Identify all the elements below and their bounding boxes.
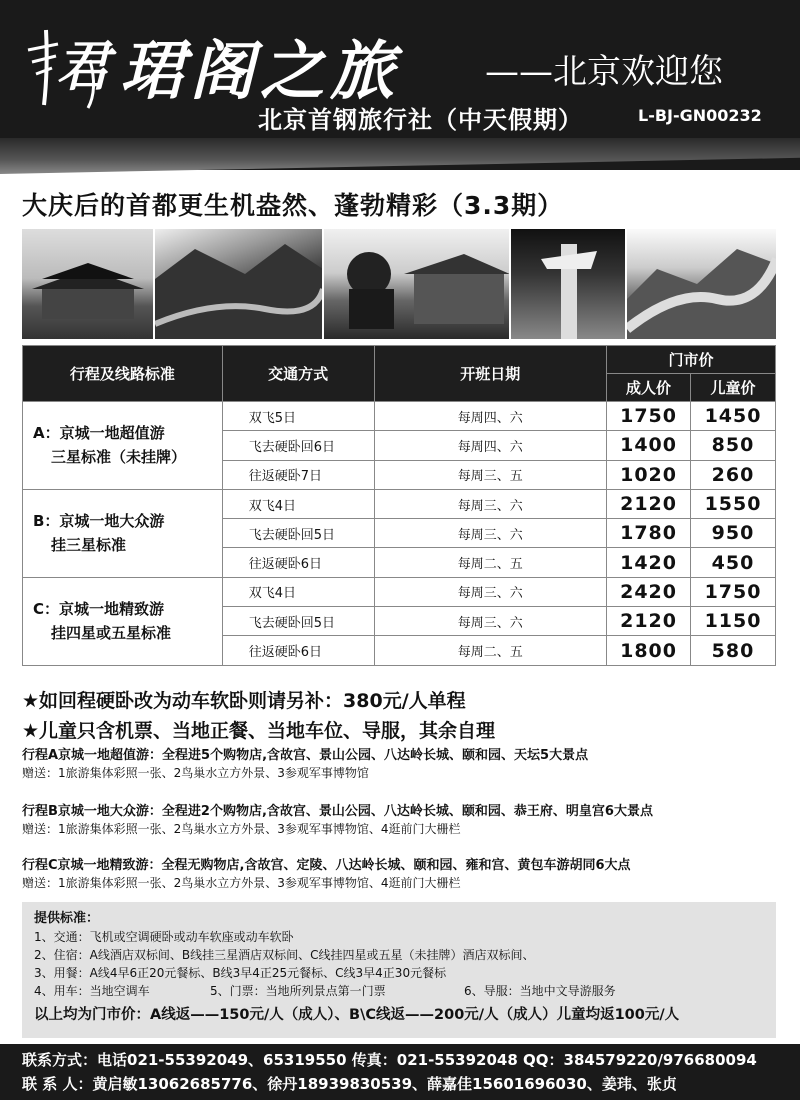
note-child: ★儿童只含机票、当地正餐、当地车位、导服，其余自理 [22,720,496,742]
child-price-cell: 950 [691,519,776,548]
adult-price-cell: 1780 [607,519,691,548]
route-cell [23,577,223,665]
adult-price-cell: 1020 [607,460,691,489]
child-price-cell: 1150 [691,607,776,636]
child-price-cell: 580 [691,636,776,665]
transport-cell: 双飞4日 [222,577,374,606]
itinerary-c [22,856,631,892]
photo-strip [22,229,776,339]
dates-cell: 每周二、五 [374,636,607,665]
adult-price-cell: 1400 [607,431,691,460]
header-child: 儿童价 [691,374,776,402]
adult-price-cell: 2120 [607,607,691,636]
adult-price-cell: 1750 [607,402,691,431]
dates-cell: 每周四、六 [374,402,607,431]
route-name: C：京城一地精致游 [33,600,165,619]
header-transport: 交通方式 [222,346,374,402]
adult-price-cell: 2420 [607,577,691,606]
child-price-cell: 450 [691,548,776,577]
itinerary-b [22,802,653,838]
standard-row-misc [34,982,764,1000]
license-number: L-BJ-GN00232 [638,106,762,125]
agency-name: 北京首钢旅行社（中天假期） [258,106,583,134]
header-adult: 成人价 [607,374,691,402]
dates-cell: 每周三、六 [374,577,607,606]
dates-cell: 每周二、五 [374,548,607,577]
contact-people: 联 系 人：黄启敏13062685776、徐丹18939830539、薛嘉佳15601696030、姜玮、张贞 [22,1075,677,1093]
table-row [23,577,776,606]
note-upgrade: ★如回程硬卧改为动车软卧则请另补：380元/人单程 [22,690,466,712]
child-price-cell: 260 [691,460,776,489]
itinerary-title: 行程B京城一地大众游：全程进2个购物店,含故宫、景山公园、八达岭长城、颐和园、恭王府、明皇宫6大景点 [22,804,653,819]
dates-cell: 每周四、六 [374,431,607,460]
itinerary-title: 行程A京城一地超值游：全程进5个购物店,含故宫、景山公园、八达岭长城、颐和园、天坛5大景点 [22,748,589,763]
route-name: A：京城一地超值游 [33,424,165,443]
contact-info: 联系方式：电话021-55392049、65319550 传真：021-55392048 QQ：384579220/976680094 [22,1051,757,1069]
header-price: 门市价 [607,346,776,374]
logo [18,10,113,110]
standard-car: 4、用车：当地空调车 [34,984,150,998]
route-name: B：京城一地大众游 [33,512,165,531]
itinerary-gift: 赠送：1旅游集体彩照一张、2鸟巢水立方外景、3参观军事博物馆、4逛前门大栅栏 [22,876,461,890]
standards-heading: 提供标准： [34,911,100,926]
transport-cell: 双飞4日 [222,489,374,518]
table-row [23,402,776,431]
adult-price-cell: 1420 [607,548,691,577]
standard-transport: 1、交通：飞机或空调硬卧或动车软座或动车软卧 [34,930,294,944]
dates-cell: 每周三、六 [374,489,607,518]
route-standard: 挂三星标准 [51,536,127,555]
transport-cell: 往返硬卧6日 [222,636,374,665]
standard-lodging: 2、住宿：A线酒店双标间、B线挂三星酒店双标间、C线挂四星或五星（未挂牌）酒店双标间、 [34,948,535,962]
page-title: 珺阁之旅 [120,34,400,109]
child-price-cell: 1550 [691,489,776,518]
service-standards [22,902,776,1038]
itinerary-a [22,746,588,782]
photo-great-wall [627,229,776,339]
photo-forbidden-city [22,229,153,339]
itinerary-gift: 赠送：1旅游集体彩照一张、2鸟巢水立方外景、3参观军事博物馆 [22,766,369,780]
header-dates: 开班日期 [374,346,607,402]
transport-cell: 往返硬卧7日 [222,460,374,489]
transport-cell: 往返硬卧6日 [222,548,374,577]
transport-cell: 双飞5日 [222,402,374,431]
photo-huabiao-column [511,229,624,339]
transport-cell: 飞去硬卧回5日 [222,519,374,548]
standard-guide: 6、导服：当地中文导游服务 [464,984,616,998]
child-price-cell: 850 [691,431,776,460]
route-standard: 三星标准（未挂牌） [51,448,187,467]
adult-price-cell: 1800 [607,636,691,665]
logo-char: 君 [56,34,110,98]
adult-price-cell: 2120 [607,489,691,518]
photo-great-wall-mountains [155,229,322,339]
notes [22,686,495,746]
header-route: 行程及线路标准 [23,346,223,402]
dates-cell: 每周三、五 [374,460,607,489]
table-row [23,489,776,518]
itinerary-gift: 赠送：1旅游集体彩照一张、2鸟巢水立方外景、3参观军事博物馆、4逛前门大栅栏 [22,822,461,836]
child-price-cell: 1450 [691,402,776,431]
transport-cell: 飞去硬卧回5日 [222,607,374,636]
rebate-text: 以上均为门市价：A线返——150元/人（成人）、B\C线返——200元/人（成人）儿童均返100元/人 [34,1007,680,1023]
welcome-text: ——北京欢迎您 [485,52,723,92]
standard-tickets: 5、门票：当地所列景点第一门票 [210,984,386,998]
route-standard: 挂四星或五星标准 [51,624,172,643]
child-price-cell: 1750 [691,577,776,606]
subtitle: 大庆后的首都更生机盎然、蓬勃精彩（3.3期） [22,191,564,220]
dates-cell: 每周三、六 [374,607,607,636]
dates-cell: 每周三、六 [374,519,607,548]
price-table [22,345,776,666]
route-cell [23,402,223,490]
photo-stone-lion [324,229,509,339]
footer-contact [0,1044,800,1100]
route-cell [23,489,223,577]
itinerary-title: 行程C京城一地精致游：全程无购物店,含故宫、定陵、八达岭长城、颐和园、雍和宫、黄包车游胡同6大点 [22,858,631,873]
transport-cell: 飞去硬卧回6日 [222,431,374,460]
standard-meals: 3、用餐：A线4早6正20元餐标、B线3早4正25元餐标、C线3早4正30元餐标 [34,966,447,980]
